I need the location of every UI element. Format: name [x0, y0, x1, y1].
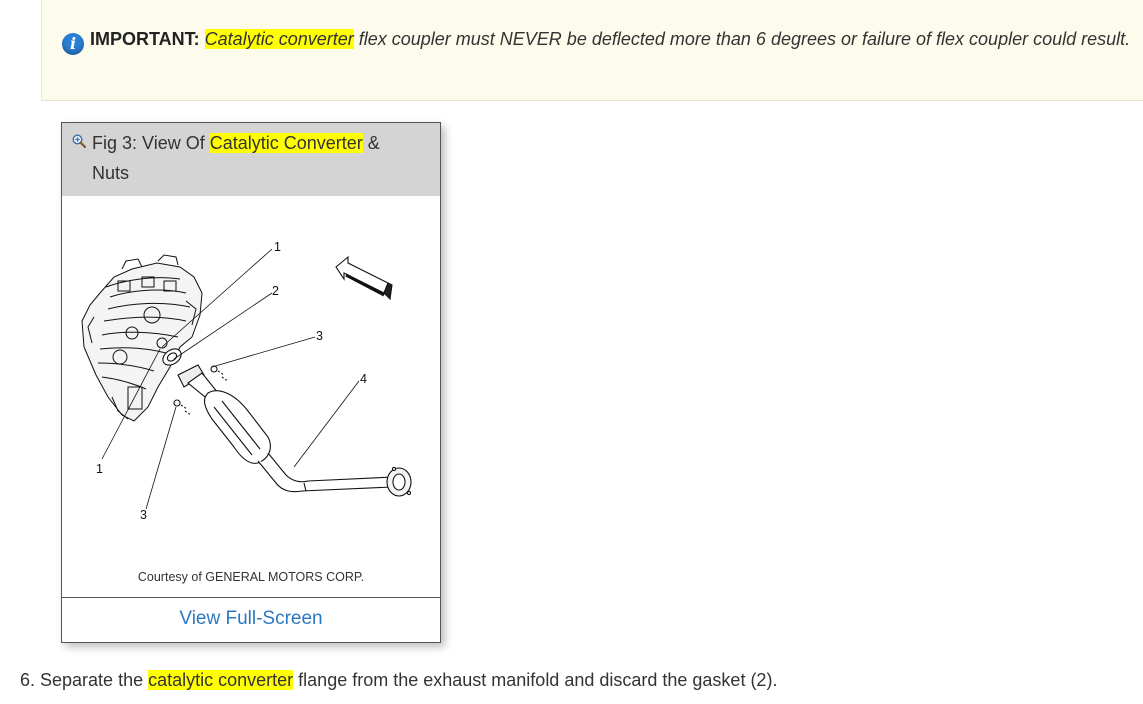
important-label: IMPORTANT: [90, 29, 200, 49]
figure-title-highlight: Catalytic Converter [209, 133, 363, 153]
converter-pipe [188, 373, 411, 496]
notice-highlight: Catalytic converter [204, 29, 354, 49]
view-full-screen-link[interactable]: View Full-Screen [179, 608, 323, 629]
engine-drawing [82, 255, 202, 421]
figure-title-suffix: & Nuts [92, 133, 380, 183]
zoom-in-icon[interactable] [72, 134, 86, 148]
callout-4: 4 [360, 372, 367, 386]
info-icon: i [62, 33, 84, 55]
step-prefix: Separate the [35, 670, 149, 690]
callout-1-top: 1 [274, 240, 281, 254]
notice-text [62, 24, 1132, 55]
callout-3-bottom: 3 [140, 508, 147, 522]
callout-2: 2 [272, 284, 279, 298]
notice-body-text: flex coupler must NEVER be deflected more than 6 degrees or failure of flex coupler could result. [353, 29, 1131, 49]
figure-title-prefix: Fig 3: View Of [92, 133, 210, 153]
figure-courtesy: Courtesy of GENERAL MOTORS CORP. [137, 570, 365, 584]
figure-card [61, 122, 441, 643]
step-highlight: catalytic converter [148, 670, 294, 690]
catalytic-converter-diagram[interactable] [62, 197, 440, 567]
procedure-step [20, 666, 1120, 694]
figure-header[interactable] [62, 123, 440, 196]
figure-title [92, 128, 412, 188]
notice-body [205, 29, 1130, 49]
callout-3-right: 3 [316, 329, 323, 343]
important-notice [41, 0, 1143, 101]
figure-divider [62, 597, 440, 598]
step-number: 6. [20, 670, 36, 690]
step-suffix: flange from the exhaust manifold and discard the gasket (2). [293, 670, 778, 690]
callout-1-left: 1 [96, 462, 103, 476]
direction-arrow [336, 257, 392, 299]
